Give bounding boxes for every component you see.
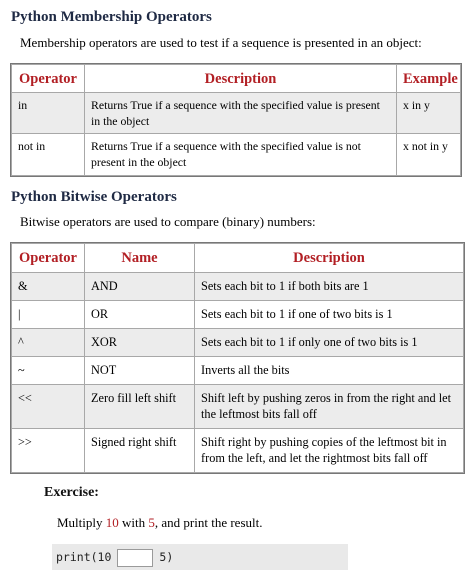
table-row [12, 357, 464, 385]
operator-cell: & [12, 273, 85, 301]
table-row [12, 385, 464, 429]
task-number-b: 5 [148, 515, 155, 530]
operator-cell: >> [12, 429, 85, 473]
task-text-before: Multiply [57, 515, 106, 530]
description-cell: Sets each bit to 1 if both bits are 1 [195, 273, 464, 301]
task-number-a: 10 [105, 515, 119, 530]
operator-cell: in [12, 93, 85, 134]
description-cell: Inverts all the bits [195, 357, 464, 385]
table-row [12, 134, 461, 176]
membership-title: Python Membership Operators [11, 9, 212, 25]
name-cell: Zero fill left shift [85, 385, 195, 429]
bitwise-header-operator: Operator [12, 244, 85, 273]
table-row [12, 329, 464, 357]
description-cell: Returns True if a sequence with the specified value is present in the object [85, 93, 397, 134]
description-cell: Sets each bit to 1 if only one of two bits is 1 [195, 329, 464, 357]
description-cell: Returns True if a sequence with the specified value is not present in the object [85, 134, 397, 176]
exercise-heading: Exercise: [44, 485, 99, 500]
table-row [12, 273, 464, 301]
operator-cell: | [12, 301, 85, 329]
exercise-task [57, 515, 262, 531]
example-cell: x not in y [397, 134, 461, 176]
bitwise-intro: Bitwise operators are used to compare (binary) numbers: [20, 214, 316, 229]
answer-input[interactable] [117, 549, 153, 567]
bitwise-header-description: Description [195, 244, 464, 273]
code-prefix: print(10 [56, 550, 112, 564]
table-row [12, 429, 464, 473]
description-cell: Shift left by pushing zeros in from the right and let the leftmost bits fall off [195, 385, 464, 429]
code-box [52, 544, 348, 570]
description-cell: Sets each bit to 1 if one of two bits is 1 [195, 301, 464, 329]
operator-cell: not in [12, 134, 85, 176]
description-cell: Shift right by pushing copies of the leftmost bit in from the left, and let the rightmost bits fall off [195, 429, 464, 473]
name-cell: NOT [85, 357, 195, 385]
operator-cell: << [12, 385, 85, 429]
name-cell: Signed right shift [85, 429, 195, 473]
table-row [12, 93, 461, 134]
membership-intro: Membership operators are used to test if a sequence is presented in an object: [20, 35, 422, 50]
bitwise-table [11, 243, 464, 473]
bitwise-header-name: Name [85, 244, 195, 273]
example-cell: x in y [397, 93, 461, 134]
bitwise-header-row [12, 244, 464, 273]
membership-table [11, 64, 461, 176]
bitwise-title: Python Bitwise Operators [11, 189, 177, 205]
membership-header-operator: Operator [12, 65, 85, 93]
name-cell: OR [85, 301, 195, 329]
membership-header-description: Description [85, 65, 397, 93]
name-cell: XOR [85, 329, 195, 357]
membership-header-example: Example [397, 65, 461, 93]
operator-cell: ~ [12, 357, 85, 385]
task-text-middle: with [118, 515, 149, 530]
table-row [12, 301, 464, 329]
name-cell: AND [85, 273, 195, 301]
membership-header-row [12, 65, 461, 93]
operator-cell: ^ [12, 329, 85, 357]
code-suffix: 5) [159, 550, 174, 564]
task-text-after: , and print the result. [154, 515, 263, 530]
